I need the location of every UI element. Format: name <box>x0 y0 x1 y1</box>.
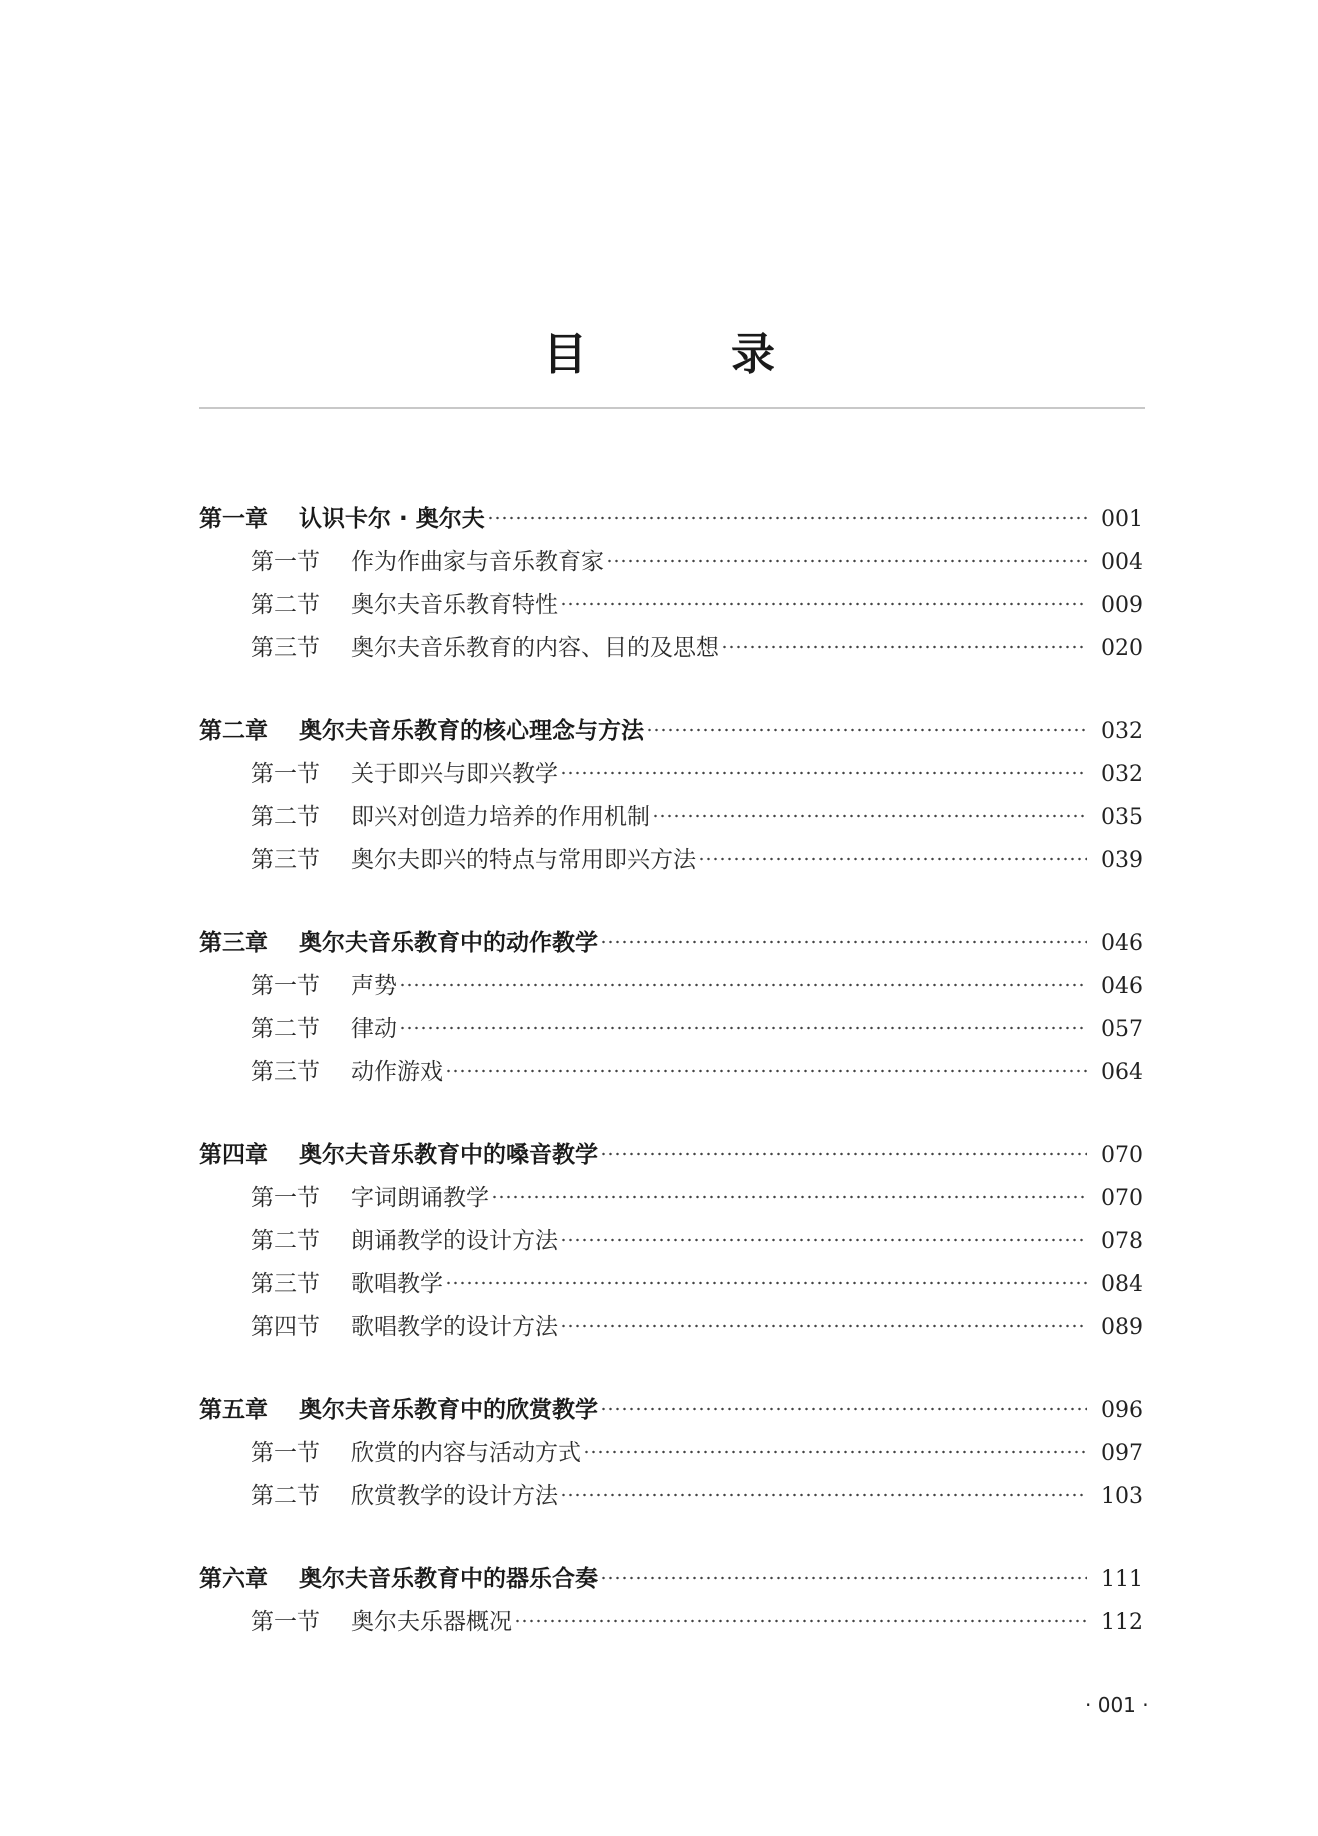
dot-leader <box>583 1450 1087 1454</box>
chapter-label: 第六章 <box>199 1566 268 1592</box>
toc-section-entry[interactable] <box>199 1008 1145 1051</box>
section-title: 朗诵教学的设计方法 <box>351 1228 558 1254</box>
toc-chapter-entry[interactable] <box>199 498 1145 541</box>
toc-section-entry[interactable] <box>199 1306 1145 1349</box>
page-title: 目 录 <box>543 329 825 380</box>
toc-section-entry[interactable] <box>199 1220 1145 1263</box>
toc-chapter-entry[interactable] <box>199 1389 1145 1432</box>
chapter-block <box>199 1558 1145 1644</box>
section-title: 歌唱教学的设计方法 <box>351 1314 558 1340</box>
page-number: 103 <box>1101 1484 1143 1509</box>
section-label: 第一节 <box>251 1185 320 1211</box>
dot-leader <box>491 1195 1087 1199</box>
toc-section-entry[interactable] <box>199 753 1145 796</box>
dot-leader <box>487 516 1087 520</box>
page-number: 009 <box>1101 593 1143 618</box>
dot-leader <box>560 1238 1087 1242</box>
section-title: 歌唱教学 <box>351 1271 443 1297</box>
dot-leader <box>560 602 1087 606</box>
dot-leader <box>560 1324 1087 1328</box>
chapter-title: 奥尔夫音乐教育中的欣赏教学 <box>299 1397 598 1423</box>
section-title: 欣赏教学的设计方法 <box>351 1483 558 1509</box>
toc-section-entry[interactable] <box>199 1432 1145 1475</box>
toc-section-entry[interactable] <box>199 1475 1145 1518</box>
page-number: 004 <box>1101 550 1143 575</box>
section-title: 奥尔夫即兴的特点与常用即兴方法 <box>351 847 696 873</box>
section-label: 第一节 <box>251 761 320 787</box>
page-number: 089 <box>1101 1315 1143 1340</box>
section-label: 第二节 <box>251 1016 320 1042</box>
toc-section-entry[interactable] <box>199 627 1145 670</box>
toc-chapter-entry[interactable] <box>199 710 1145 753</box>
dot-leader <box>721 645 1087 649</box>
page-number: 046 <box>1101 974 1143 999</box>
section-label: 第四节 <box>251 1314 320 1340</box>
page-number: 112 <box>1101 1610 1143 1635</box>
page-number: 057 <box>1101 1017 1143 1042</box>
page-number: 046 <box>1101 931 1143 956</box>
toc-section-entry[interactable] <box>199 1263 1145 1306</box>
page-number: 032 <box>1101 762 1143 787</box>
page-number: 096 <box>1101 1398 1143 1423</box>
chapter-block <box>199 922 1145 1094</box>
section-label: 第三节 <box>251 1059 320 1085</box>
dot-leader <box>445 1281 1087 1285</box>
chapter-block <box>199 710 1145 882</box>
section-title: 奥尔夫音乐教育的内容、目的及思想 <box>351 635 719 661</box>
page-number: 064 <box>1101 1060 1143 1085</box>
page-number: 097 <box>1101 1441 1143 1466</box>
section-title: 律动 <box>351 1016 397 1042</box>
section-title: 字词朗诵教学 <box>351 1185 489 1211</box>
toc-chapter-entry[interactable] <box>199 922 1145 965</box>
chapter-label: 第五章 <box>199 1397 268 1423</box>
section-title: 声势 <box>351 973 397 999</box>
section-label: 第三节 <box>251 847 320 873</box>
toc-section-entry[interactable] <box>199 1051 1145 1094</box>
page-number: 111 <box>1101 1567 1143 1592</box>
chapter-title: 奥尔夫音乐教育的核心理念与方法 <box>299 718 644 744</box>
toc-section-entry[interactable] <box>199 1601 1145 1644</box>
page-number: 001 <box>1101 507 1143 532</box>
dot-leader <box>600 940 1087 944</box>
dot-leader <box>600 1407 1087 1411</box>
chapter-title: 奥尔夫音乐教育中的嗓音教学 <box>299 1142 598 1168</box>
section-label: 第一节 <box>251 1609 320 1635</box>
chapter-title: 认识卡尔 · 奥尔夫 <box>299 506 485 532</box>
section-title: 动作游戏 <box>351 1059 443 1085</box>
chapter-label: 第一章 <box>199 506 268 532</box>
section-title: 关于即兴与即兴教学 <box>351 761 558 787</box>
page-number: 020 <box>1101 636 1143 661</box>
section-title: 即兴对创造力培养的作用机制 <box>351 804 650 830</box>
chapter-label: 第二章 <box>199 718 268 744</box>
dot-leader <box>646 728 1087 732</box>
toc-section-entry[interactable] <box>199 965 1145 1008</box>
toc-section-entry[interactable] <box>199 839 1145 882</box>
section-label: 第一节 <box>251 1440 320 1466</box>
dot-leader <box>606 559 1087 563</box>
toc-section-entry[interactable] <box>199 541 1145 584</box>
dot-leader <box>445 1069 1087 1073</box>
page-number: 039 <box>1101 848 1143 873</box>
toc-section-entry[interactable] <box>199 1177 1145 1220</box>
title-divider <box>199 407 1145 409</box>
chapter-block <box>199 1134 1145 1349</box>
page-number: 070 <box>1101 1186 1143 1211</box>
section-label: 第三节 <box>251 635 320 661</box>
section-label: 第二节 <box>251 804 320 830</box>
section-title: 奥尔夫音乐教育特性 <box>351 592 558 618</box>
dot-leader <box>698 857 1087 861</box>
section-label: 第二节 <box>251 1228 320 1254</box>
dot-leader <box>560 771 1087 775</box>
page-number: 032 <box>1101 719 1143 744</box>
section-label: 第三节 <box>251 1271 320 1297</box>
toc-section-entry[interactable] <box>199 796 1145 839</box>
chapter-title: 奥尔夫音乐教育中的动作教学 <box>299 930 598 956</box>
dot-leader <box>600 1576 1087 1580</box>
page-number: 078 <box>1101 1229 1143 1254</box>
chapter-block <box>199 498 1145 670</box>
page-footer-number: · 001 · <box>1085 1693 1149 1717</box>
chapter-block <box>199 1389 1145 1518</box>
dot-leader <box>514 1619 1087 1623</box>
toc-section-entry[interactable] <box>199 584 1145 627</box>
section-label: 第二节 <box>251 592 320 618</box>
section-title: 作为作曲家与音乐教育家 <box>351 549 604 575</box>
chapter-label: 第四章 <box>199 1142 268 1168</box>
chapter-label: 第三章 <box>199 930 268 956</box>
chapter-title: 奥尔夫音乐教育中的器乐合奏 <box>299 1566 598 1592</box>
page-number: 035 <box>1101 805 1143 830</box>
dot-leader <box>652 814 1087 818</box>
table-of-contents <box>199 498 1145 1684</box>
toc-chapter-entry[interactable] <box>199 1134 1145 1177</box>
dot-leader <box>560 1493 1087 1497</box>
section-label: 第一节 <box>251 973 320 999</box>
section-title: 欣赏的内容与活动方式 <box>351 1440 581 1466</box>
section-title: 奥尔夫乐器概况 <box>351 1609 512 1635</box>
dot-leader <box>399 983 1087 987</box>
dot-leader <box>600 1152 1087 1156</box>
toc-chapter-entry[interactable] <box>199 1558 1145 1601</box>
page-number: 084 <box>1101 1272 1143 1297</box>
page-number: 070 <box>1101 1143 1143 1168</box>
section-label: 第二节 <box>251 1483 320 1509</box>
dot-leader <box>399 1026 1087 1030</box>
section-label: 第一节 <box>251 549 320 575</box>
